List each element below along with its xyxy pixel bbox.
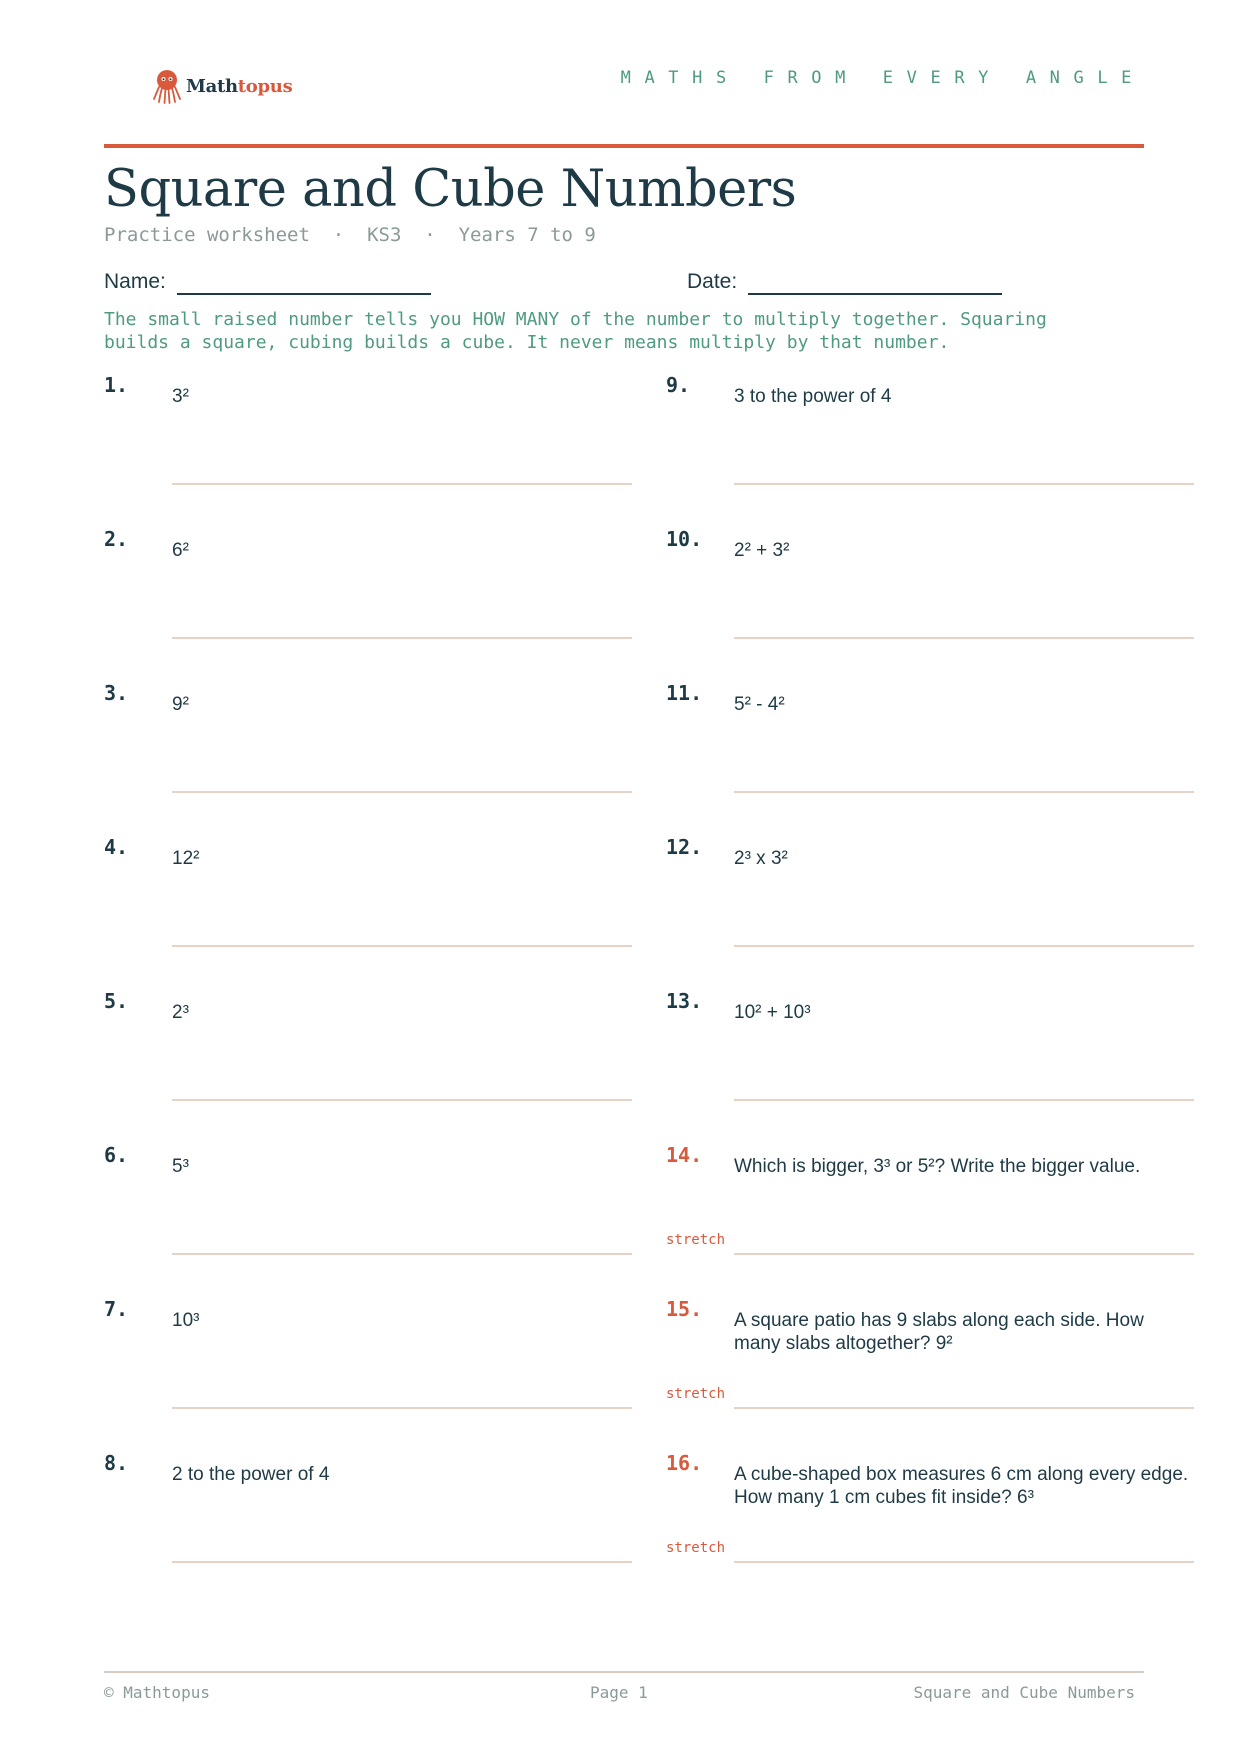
question-item xyxy=(666,1297,1196,1447)
answer-line[interactable] xyxy=(734,791,1194,793)
footer-divider xyxy=(104,1671,1144,1673)
name-field[interactable] xyxy=(177,293,431,295)
answer-line[interactable] xyxy=(734,483,1194,485)
question-prompt: A cube-shaped box measures 6 cm along every edge. How many 1 cm cubes fit inside? 6³ xyxy=(734,1464,1189,1508)
name-label: Name: xyxy=(104,270,166,293)
question-number: 10. xyxy=(666,527,703,551)
footer-doc-title: Square and Cube Numbers xyxy=(913,1683,1135,1702)
answer-line[interactable] xyxy=(172,945,632,947)
answer-line[interactable] xyxy=(172,1561,632,1563)
question-item xyxy=(666,1143,1196,1293)
question-number: 13. xyxy=(666,989,703,1013)
question-item xyxy=(104,1451,634,1601)
logo-wordmark-topus: topus xyxy=(237,75,293,97)
date-label: Date: xyxy=(687,270,738,293)
instructions-line: The small raised number tells you HOW MANY of the number to multiply together. Squaring xyxy=(104,309,1047,330)
question-prompt: 6² xyxy=(172,540,189,561)
stretch-tag: stretch xyxy=(666,1540,726,1556)
instructions xyxy=(104,308,1144,354)
question-item xyxy=(666,989,1196,1139)
octopus-icon xyxy=(152,68,182,104)
question-item xyxy=(104,1297,634,1447)
question-prompt: 2³ x 3² xyxy=(734,848,788,869)
question-number: 11. xyxy=(666,681,703,705)
question-item xyxy=(104,681,634,831)
question-number: 3. xyxy=(104,681,129,705)
question-prompt: 5² - 4² xyxy=(734,694,785,715)
question-prompt: 2 to the power of 4 xyxy=(172,1464,330,1485)
question-number: 4. xyxy=(104,835,129,859)
question-item xyxy=(104,1143,634,1293)
question-number: 14. xyxy=(666,1143,703,1167)
page-title: Square and Cube Numbers xyxy=(104,160,797,219)
answer-line[interactable] xyxy=(172,483,632,485)
answer-line[interactable] xyxy=(734,637,1194,639)
answer-line[interactable] xyxy=(734,1253,1194,1255)
stretch-tag: stretch xyxy=(666,1386,726,1402)
question-number: 9. xyxy=(666,373,691,397)
question-number: 12. xyxy=(666,835,703,859)
footer-page-number: Page 1 xyxy=(590,1683,648,1702)
question-item xyxy=(666,835,1196,985)
footer-copyright: © Mathtopus xyxy=(104,1683,210,1702)
question-item xyxy=(666,527,1196,677)
answer-line[interactable] xyxy=(734,1099,1194,1101)
answer-line[interactable] xyxy=(172,637,632,639)
question-item xyxy=(104,373,634,523)
question-item xyxy=(666,373,1196,523)
stretch-tag: stretch xyxy=(666,1232,726,1248)
question-prompt: 10² + 10³ xyxy=(734,1002,811,1023)
answer-line[interactable] xyxy=(172,1253,632,1255)
answer-line[interactable] xyxy=(172,791,632,793)
question-prompt: 9² xyxy=(172,694,189,715)
header-divider xyxy=(104,144,1144,148)
question-number: 2. xyxy=(104,527,129,551)
question-number: 1. xyxy=(104,373,129,397)
page-subtitle: Practice worksheet · KS3 · Years 7 to 9 xyxy=(104,224,596,246)
answer-line[interactable] xyxy=(172,1407,632,1409)
question-item xyxy=(666,681,1196,831)
question-prompt: 12² xyxy=(172,848,200,869)
tagline: MATHS FROM EVERY ANGLE xyxy=(620,68,1145,88)
answer-line[interactable] xyxy=(172,1099,632,1101)
question-number: 7. xyxy=(104,1297,129,1321)
answer-line[interactable] xyxy=(734,945,1194,947)
question-number: 5. xyxy=(104,989,129,1013)
question-prompt: 2² + 3² xyxy=(734,540,790,561)
mathtopus-logo xyxy=(152,66,292,106)
question-prompt: Which is bigger, 3³ or 5²? Write the bigger value. xyxy=(734,1156,1141,1177)
question-number: 8. xyxy=(104,1451,129,1475)
logo-wordmark xyxy=(186,76,292,97)
question-item xyxy=(104,989,634,1139)
question-prompt: 3² xyxy=(172,386,189,407)
question-number: 16. xyxy=(666,1451,703,1475)
question-prompt: 2³ xyxy=(172,1002,189,1023)
answer-line[interactable] xyxy=(734,1561,1194,1563)
date-field[interactable] xyxy=(748,293,1002,295)
question-prompt: A square patio has 9 slabs along each side. How many slabs altogether? 9² xyxy=(734,1310,1144,1354)
question-number: 15. xyxy=(666,1297,703,1321)
question-item xyxy=(104,835,634,985)
logo-wordmark-math: Math xyxy=(186,75,238,97)
question-prompt: 5³ xyxy=(172,1156,189,1177)
question-item xyxy=(104,527,634,677)
question-item xyxy=(666,1451,1196,1601)
question-number: 6. xyxy=(104,1143,129,1167)
answer-line[interactable] xyxy=(734,1407,1194,1409)
question-prompt: 10³ xyxy=(172,1310,200,1331)
question-prompt: 3 to the power of 4 xyxy=(734,386,892,407)
instructions-line: builds a square, cubing builds a cube. It never means multiply by that number. xyxy=(104,332,950,353)
